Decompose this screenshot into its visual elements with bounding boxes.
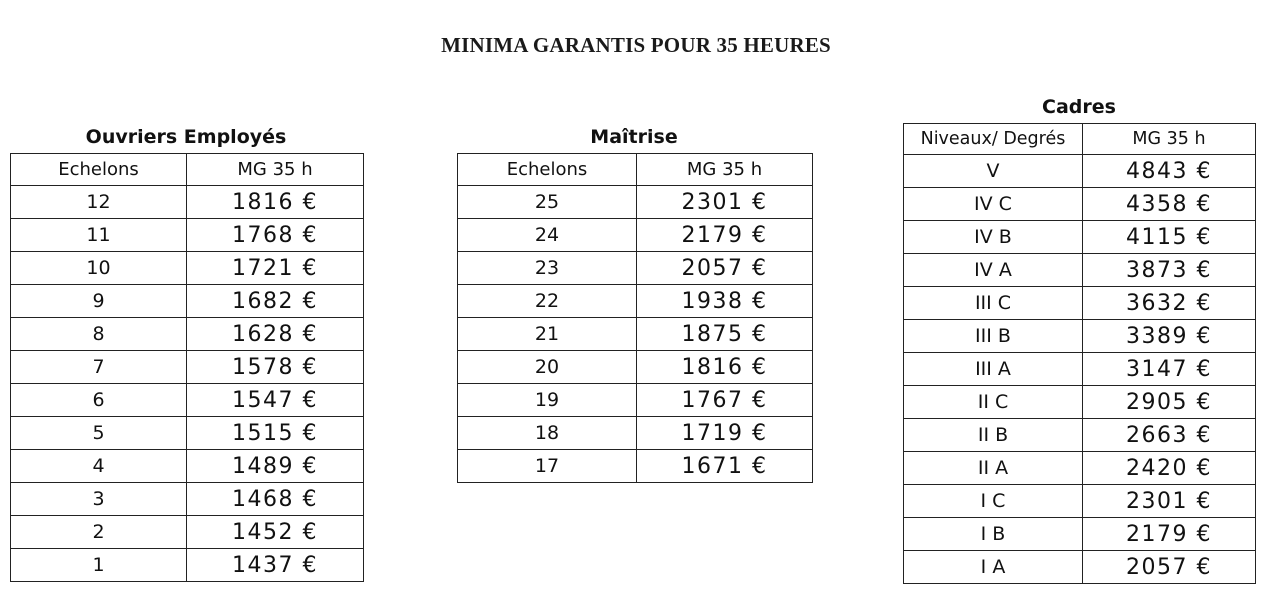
echelon-cell: 21 [458, 318, 637, 351]
mg-35h-cell: 1938 € [637, 285, 813, 318]
ouvriers-table [10, 153, 364, 582]
echelon-cell: 20 [458, 351, 637, 384]
echelon-cell: II C [904, 386, 1083, 419]
mg-35h-cell: 3632 € [1083, 287, 1256, 320]
table-row [904, 221, 1256, 254]
column-header-echelons: Echelons [11, 154, 187, 186]
mg-35h-cell: 2057 € [1083, 551, 1256, 584]
echelon-cell: I B [904, 518, 1083, 551]
echelon-cell: IV A [904, 254, 1083, 287]
mg-35h-cell: 4358 € [1083, 188, 1256, 221]
echelon-cell: V [904, 155, 1083, 188]
table-row [904, 287, 1256, 320]
echelon-cell: I C [904, 485, 1083, 518]
echelon-cell: 1 [11, 549, 187, 582]
table-row [904, 551, 1256, 584]
echelon-cell: 22 [458, 285, 637, 318]
mg-35h-cell: 2057 € [637, 252, 813, 285]
column-header-echelons: Echelons [458, 154, 637, 186]
table-row [458, 252, 813, 285]
maitrise-table [457, 153, 813, 483]
mg-35h-cell: 1578 € [187, 351, 364, 384]
table-row [11, 252, 364, 285]
mg-35h-cell: 2420 € [1083, 452, 1256, 485]
table-row [904, 188, 1256, 221]
table-row [11, 549, 364, 582]
mg-35h-cell: 1547 € [187, 384, 364, 417]
mg-35h-cell: 1816 € [637, 351, 813, 384]
table-row [11, 285, 364, 318]
echelon-cell: 23 [458, 252, 637, 285]
echelon-cell: 11 [11, 219, 187, 252]
cadres-section-title: Cadres [1042, 96, 1116, 118]
table-row [11, 186, 364, 219]
echelon-cell: 9 [11, 285, 187, 318]
table-row [11, 351, 364, 384]
mg-35h-cell: 2663 € [1083, 419, 1256, 452]
table-row [11, 450, 364, 483]
table-row [11, 417, 364, 450]
echelon-cell: 5 [11, 417, 187, 450]
table-row [11, 318, 364, 351]
page-title: MINIMA GARANTIS POUR 35 HEURES [441, 33, 831, 57]
table-row [904, 353, 1256, 386]
echelon-cell: 2 [11, 516, 187, 549]
mg-35h-cell: 1671 € [637, 450, 813, 483]
echelon-cell: 4 [11, 450, 187, 483]
echelon-cell: III A [904, 353, 1083, 386]
echelon-cell: III B [904, 320, 1083, 353]
table-header-row [904, 124, 1256, 155]
echelon-cell: II B [904, 419, 1083, 452]
mg-35h-cell: 3873 € [1083, 254, 1256, 287]
mg-35h-cell: 1768 € [187, 219, 364, 252]
mg-35h-cell: 1468 € [187, 483, 364, 516]
table-row [458, 318, 813, 351]
mg-35h-cell: 1628 € [187, 318, 364, 351]
echelon-cell: 19 [458, 384, 637, 417]
mg-35h-cell: 1721 € [187, 252, 364, 285]
echelon-cell: IV C [904, 188, 1083, 221]
table-row [904, 254, 1256, 287]
mg-35h-cell: 2301 € [1083, 485, 1256, 518]
echelon-cell: 12 [11, 186, 187, 219]
ouvriers-section-title: Ouvriers Employés [85, 126, 287, 148]
mg-35h-cell: 1489 € [187, 450, 364, 483]
column-header-mg-35h: MG 35 h [637, 154, 813, 186]
mg-35h-cell: 2179 € [637, 219, 813, 252]
table-header-row [458, 154, 813, 186]
mg-35h-cell: 3147 € [1083, 353, 1256, 386]
column-header-mg-35h: MG 35 h [1083, 124, 1256, 155]
table-row [458, 186, 813, 219]
echelon-cell: 7 [11, 351, 187, 384]
table-row [11, 384, 364, 417]
cadres-table [903, 123, 1256, 584]
table-row [11, 516, 364, 549]
table-row [904, 155, 1256, 188]
table-row [904, 518, 1256, 551]
table-row [458, 450, 813, 483]
echelon-cell: II A [904, 452, 1083, 485]
echelon-cell: 24 [458, 219, 637, 252]
table-row [11, 219, 364, 252]
echelon-cell: 25 [458, 186, 637, 219]
mg-35h-cell: 4115 € [1083, 221, 1256, 254]
table-row [904, 452, 1256, 485]
echelon-cell: 8 [11, 318, 187, 351]
mg-35h-cell: 1816 € [187, 186, 364, 219]
table-row [904, 386, 1256, 419]
table-row [458, 351, 813, 384]
echelon-cell: 6 [11, 384, 187, 417]
echelon-cell: IV B [904, 221, 1083, 254]
mg-35h-cell: 2301 € [637, 186, 813, 219]
echelon-cell: I A [904, 551, 1083, 584]
mg-35h-cell: 3389 € [1083, 320, 1256, 353]
mg-35h-cell: 1719 € [637, 417, 813, 450]
table-row [458, 219, 813, 252]
echelon-cell: 17 [458, 450, 637, 483]
table-row [904, 485, 1256, 518]
mg-35h-cell: 2179 € [1083, 518, 1256, 551]
echelon-cell: 18 [458, 417, 637, 450]
maitrise-section-title: Maîtrise [590, 126, 678, 148]
table-header-row [11, 154, 364, 186]
echelon-cell: 10 [11, 252, 187, 285]
echelon-cell: 3 [11, 483, 187, 516]
table-row [904, 320, 1256, 353]
echelon-cell: III C [904, 287, 1083, 320]
mg-35h-cell: 4843 € [1083, 155, 1256, 188]
mg-35h-cell: 1767 € [637, 384, 813, 417]
mg-35h-cell: 1682 € [187, 285, 364, 318]
mg-35h-cell: 1875 € [637, 318, 813, 351]
mg-35h-cell: 1452 € [187, 516, 364, 549]
table-row [11, 483, 364, 516]
mg-35h-cell: 1515 € [187, 417, 364, 450]
column-header-mg-35h: MG 35 h [187, 154, 364, 186]
table-row [904, 419, 1256, 452]
table-row [458, 417, 813, 450]
mg-35h-cell: 1437 € [187, 549, 364, 582]
mg-35h-cell: 2905 € [1083, 386, 1256, 419]
table-row [458, 285, 813, 318]
column-header-niveaux-degres: Niveaux/ Degrés [904, 124, 1083, 155]
table-row [458, 384, 813, 417]
